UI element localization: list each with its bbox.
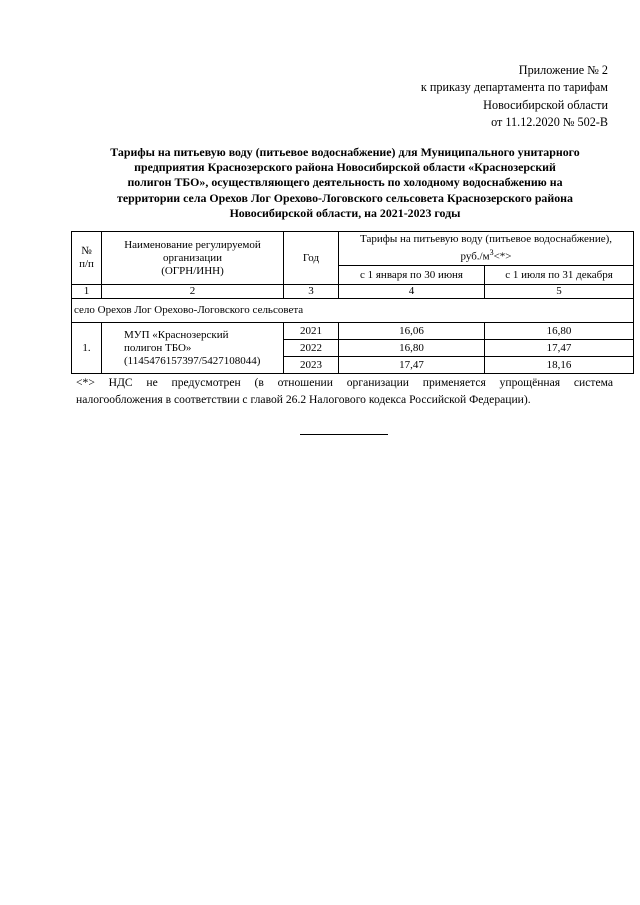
appendix-number: Приложение № 2 [518, 63, 608, 77]
header-tariffs-unit [341, 246, 631, 264]
location-label: село Орехов Лог Орехово-Логовского сельсовета [72, 299, 634, 323]
header-organization-line: организации [162, 251, 223, 264]
header-organization-line: (ОГРН/ИНН) [161, 264, 224, 277]
organization-ids: (1145476157397/5427108044) [124, 354, 261, 367]
header-number [72, 232, 102, 285]
header-period-2: с 1 июля по 31 декабря [485, 266, 634, 285]
title-line: полигон ТБО», осуществляющего деятельность по холодному водоснабжению на [127, 175, 563, 190]
title-line: территории села Орехов Лог Орехово-Логовского сельсовета Краснозерского района [117, 190, 573, 205]
header-year: Год [284, 232, 339, 285]
header-tariffs-line: Тарифы на питьевую воду (питьевое водоснабжение), [360, 233, 612, 246]
title-line: предприятия Краснозерского района Новосибирской области «Краснозерский [134, 160, 556, 175]
table-header-row [72, 232, 634, 266]
column-number: 4 [339, 285, 485, 299]
organization-name [102, 323, 284, 374]
year-cell: 2023 [284, 357, 339, 374]
column-number: 3 [284, 285, 339, 299]
appendix-order-date: от 11.12.2020 № 502-В [491, 114, 608, 129]
header-period-1: с 1 января по 30 июня [339, 266, 485, 285]
footnote [76, 374, 613, 408]
year-cell: 2022 [284, 340, 339, 357]
header-organization-line: Наименование регулируемой [124, 238, 261, 251]
organization-line: МУП «Краснозерский [124, 328, 229, 341]
header-number-line: п/п [79, 258, 94, 270]
appendix-region: Новосибирской области [483, 97, 608, 112]
column-number: 2 [102, 285, 284, 299]
tariff-period-2-cell: 16,80 [485, 323, 634, 340]
footnote-line: налогообложения в соответствии с главой 26.2 Налогового кодекса Российской Федерации). [76, 393, 531, 406]
column-number: 1 [72, 285, 102, 299]
unit-superscript: 3 [489, 248, 494, 258]
row-number: 1. [72, 323, 102, 374]
organization-line: полигон ТБО» [124, 341, 192, 354]
document-title [80, 145, 610, 221]
tariff-period-2-cell: 18,16 [485, 357, 634, 374]
tariff-table [71, 231, 634, 374]
title-line: Новосибирской области, на 2021-2023 годы [229, 205, 461, 220]
title-line: Тарифы на питьевую воду (питьевое водоснабжение) для Муниципального унитарного [110, 145, 580, 159]
unit-text: руб./м [460, 250, 490, 263]
header-tariffs [339, 232, 634, 266]
tariff-period-1-cell: 16,06 [339, 323, 485, 340]
footnote-marker: <*> [493, 250, 512, 263]
appendix-header [421, 62, 608, 131]
location-row [72, 299, 634, 323]
end-divider [300, 434, 388, 435]
tariff-period-1-cell: 17,47 [339, 357, 485, 374]
table-row [72, 323, 634, 340]
header-number-line: № [81, 245, 92, 257]
tariff-period-2-cell: 17,47 [485, 340, 634, 357]
header-organization [102, 232, 284, 285]
column-number: 5 [485, 285, 634, 299]
footnote-line: <*> НДС не предусмотрен (в отношении организации применяется упрощённая система [76, 376, 613, 389]
column-numbers-row [72, 285, 634, 299]
appendix-order-ref: к приказу департамента по тарифам [420, 80, 608, 95]
tariff-period-1-cell: 16,80 [339, 340, 485, 357]
year-cell: 2021 [284, 323, 339, 340]
